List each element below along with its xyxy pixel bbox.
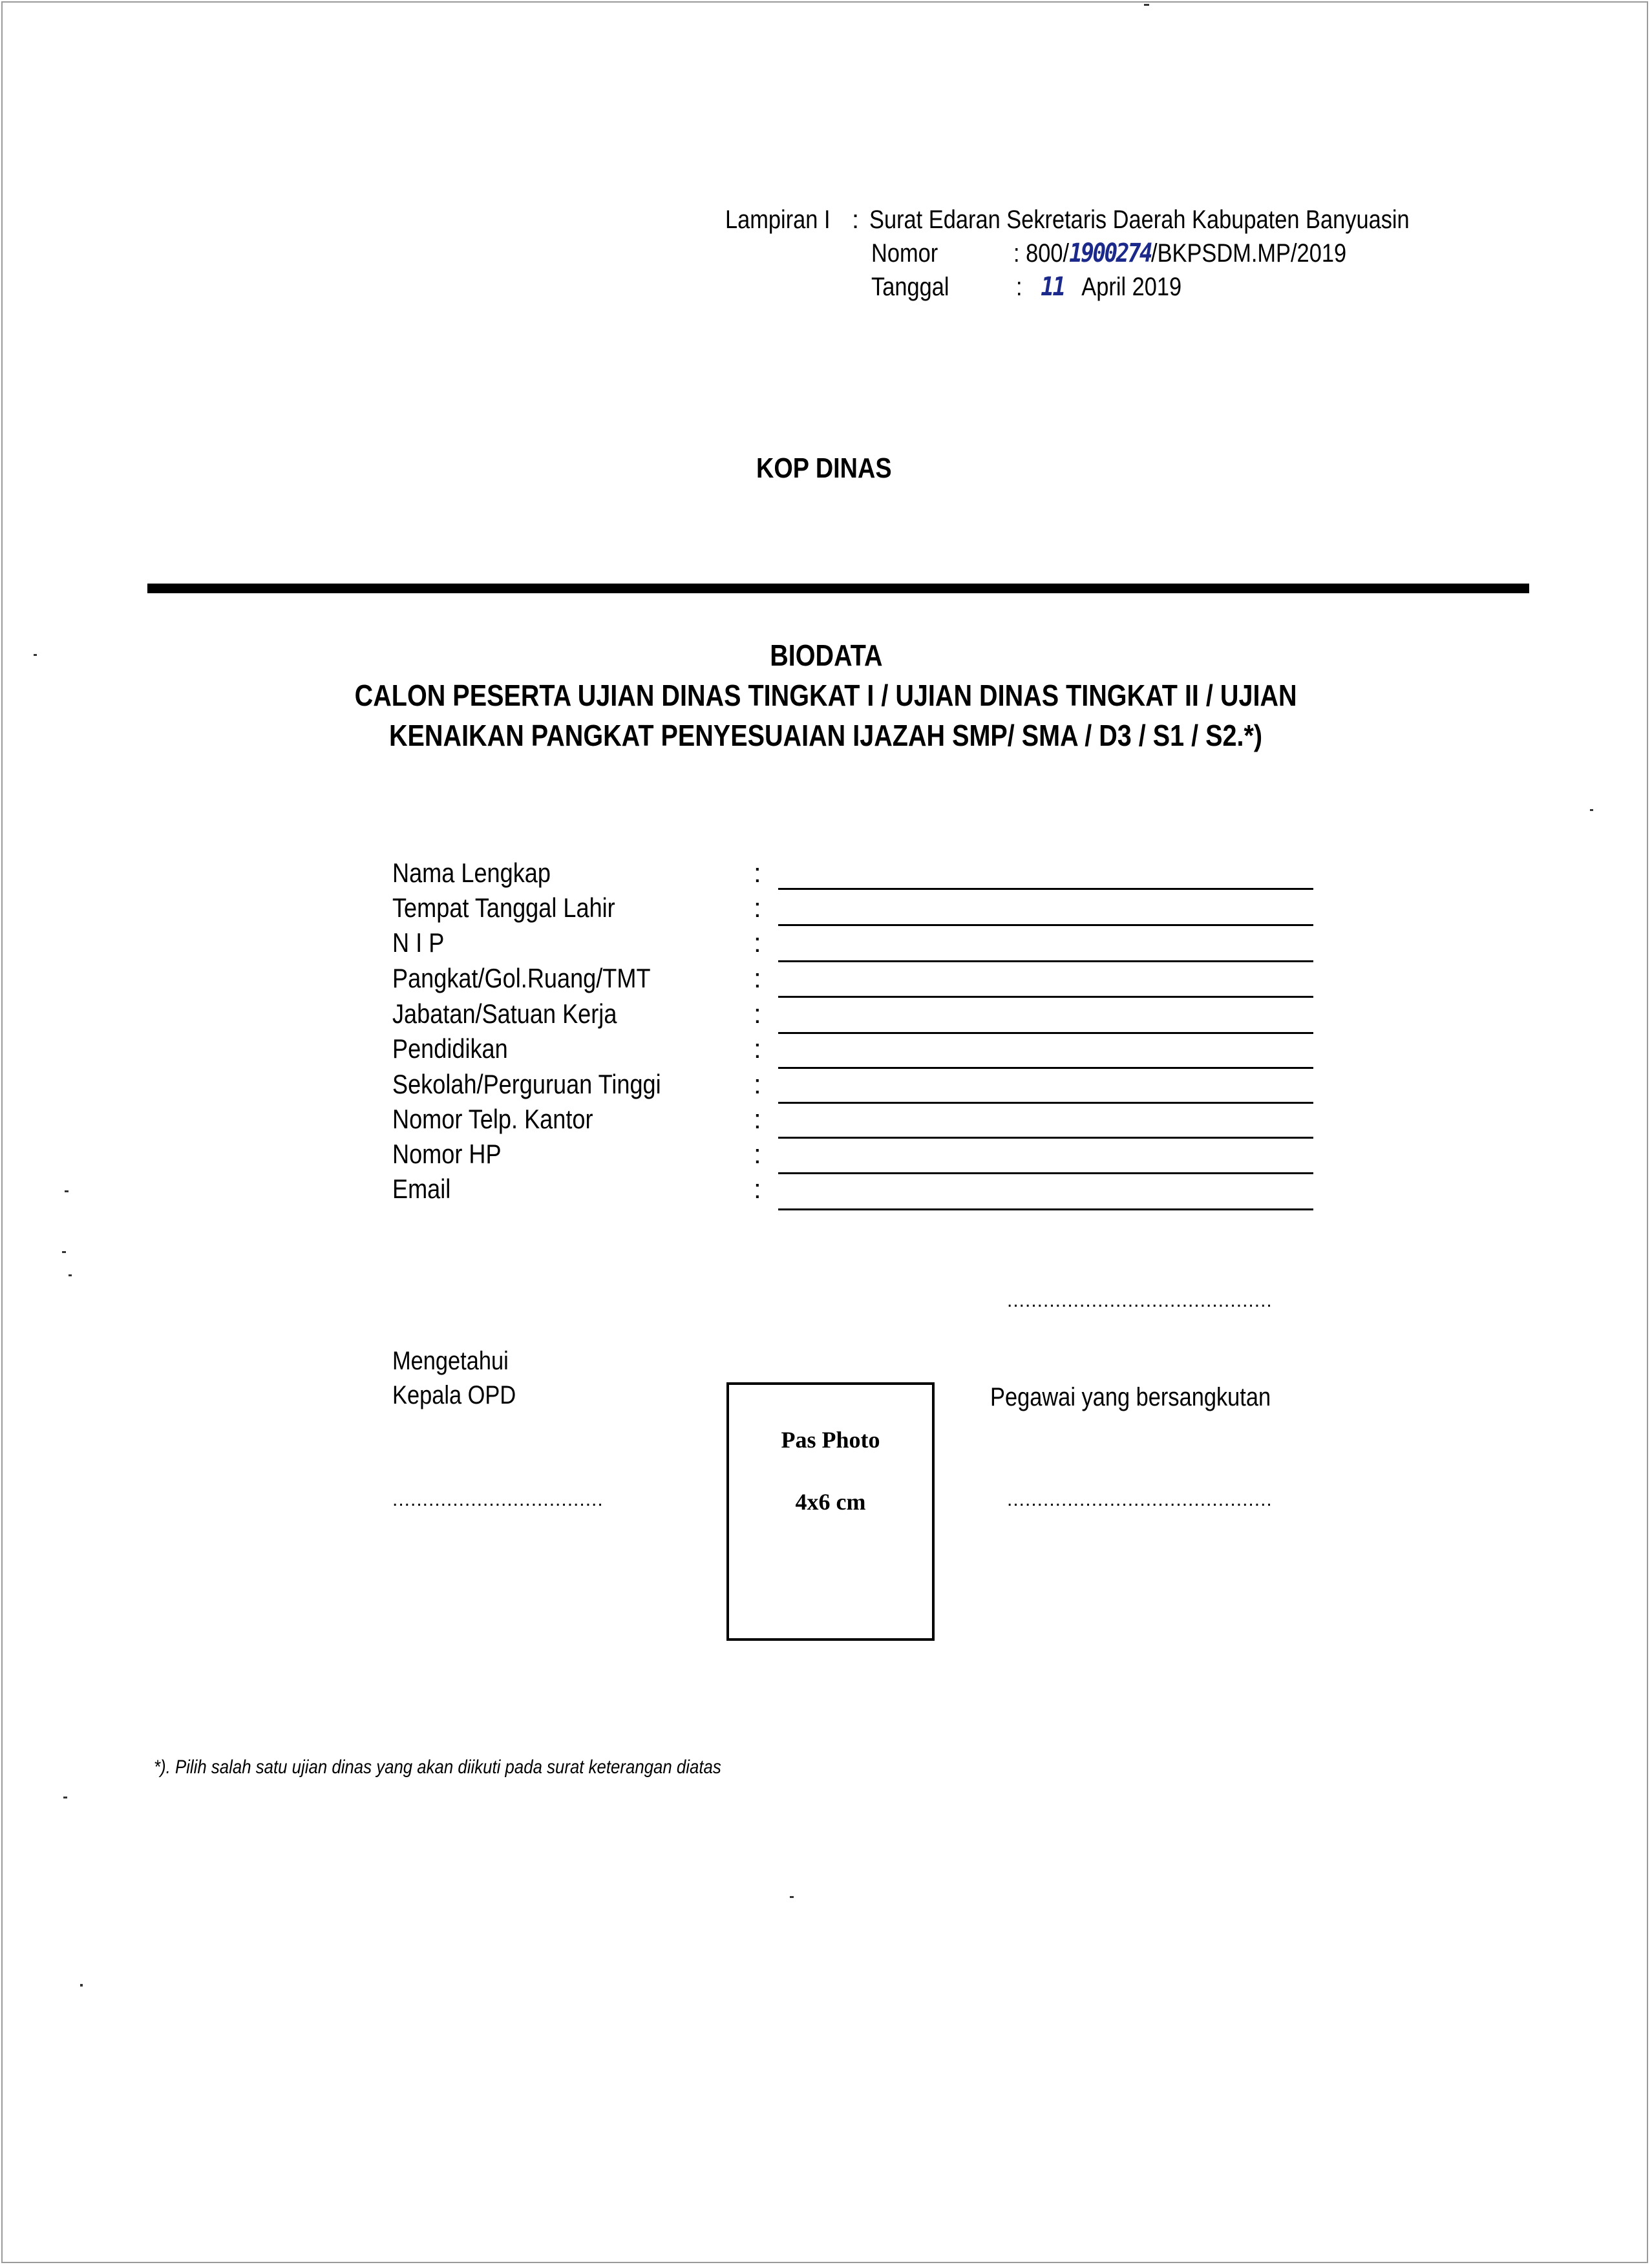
field-line-jabatan[interactable] bbox=[778, 1032, 1313, 1034]
scan-speck bbox=[1144, 4, 1149, 6]
field-label-sekolah: Sekolah/Perguruan Tinggi bbox=[392, 1069, 661, 1099]
lampiran-subject: Surat Edaran Sekretaris Daerah Kabupaten Banyuasin bbox=[869, 206, 1410, 234]
field-label-nama: Nama Lengkap bbox=[392, 858, 551, 888]
mengetahui-label: Mengetahui bbox=[392, 1347, 509, 1375]
tanggal-rest: April 2019 bbox=[1081, 273, 1182, 301]
place-date-dots[interactable]: ............................................ bbox=[1007, 1290, 1273, 1311]
scan-speck bbox=[69, 1274, 72, 1276]
pegawai-signature-dots[interactable]: ............................................ bbox=[1007, 1489, 1273, 1510]
field-colon: : bbox=[754, 892, 761, 923]
kop-dinas: KOP DINAS bbox=[756, 452, 892, 484]
field-label-ttl: Tempat Tanggal Lahir bbox=[392, 892, 615, 923]
photo-size-label: 4x6 cm bbox=[795, 1489, 866, 1515]
tanggal-colon: : bbox=[1016, 273, 1022, 301]
lampiran-label: Lampiran I bbox=[725, 206, 831, 234]
title-line-3: KENAIKAN PANGKAT PENYESUAIAN IJAZAH SMP/ SMA / D3 / S1 / S2.*) bbox=[389, 719, 1263, 752]
field-line-pangkat[interactable] bbox=[778, 996, 1313, 998]
nomor-value bbox=[1013, 237, 1401, 270]
scan-speck bbox=[80, 1984, 83, 1987]
page-border bbox=[1, 1, 1648, 2263]
field-label-hp: Nomor HP bbox=[392, 1139, 502, 1169]
scan-speck bbox=[34, 654, 37, 656]
lampiran-separator: : bbox=[852, 206, 860, 234]
field-line-ttl[interactable] bbox=[778, 924, 1313, 926]
nomor-suffix: /BKPSDM.MP/2019 bbox=[1151, 239, 1347, 268]
field-colon: : bbox=[754, 1104, 761, 1134]
pas-photo-label: Pas Photo bbox=[781, 1427, 880, 1453]
field-label-telp-kantor: Nomor Telp. Kantor bbox=[392, 1104, 593, 1134]
field-colon: : bbox=[754, 1033, 761, 1064]
field-colon: : bbox=[754, 1069, 761, 1099]
field-colon: : bbox=[754, 963, 761, 993]
tanggal-label: Tanggal bbox=[871, 273, 949, 301]
title-biodata: BIODATA bbox=[769, 638, 883, 672]
nomor-handwritten: 1900274 bbox=[1069, 238, 1152, 268]
scan-speck bbox=[65, 1190, 69, 1192]
field-label-email: Email bbox=[392, 1174, 451, 1204]
field-colon: : bbox=[754, 927, 761, 958]
field-line-email[interactable] bbox=[778, 1208, 1313, 1210]
nomor-colon: : bbox=[1013, 239, 1020, 268]
tanggal-value bbox=[1016, 270, 1209, 304]
field-line-pendidikan[interactable] bbox=[778, 1067, 1313, 1069]
header-rule bbox=[147, 584, 1529, 593]
field-line-telp-kantor[interactable] bbox=[778, 1137, 1313, 1139]
field-colon: : bbox=[754, 1174, 761, 1204]
title-line-2: CALON PESERTA UJIAN DINAS TINGKAT I / UJIAN DINAS TINGKAT II / UJIAN bbox=[355, 679, 1297, 712]
field-line-sekolah[interactable] bbox=[778, 1102, 1313, 1104]
field-colon: : bbox=[754, 858, 761, 888]
footnote: *). Pilih salah satu ujian dinas yang akan diikuti pada surat keterangan diatas bbox=[154, 1756, 721, 1778]
field-line-nip[interactable] bbox=[778, 960, 1313, 962]
field-label-pendidikan: Pendidikan bbox=[392, 1033, 508, 1064]
tanggal-handwritten: 11 bbox=[1041, 272, 1064, 302]
field-label-jabatan: Jabatan/Satuan Kerja bbox=[392, 998, 617, 1029]
field-line-hp[interactable] bbox=[778, 1172, 1313, 1174]
nomor-label: Nomor bbox=[871, 239, 938, 268]
scan-speck bbox=[62, 1251, 66, 1253]
nomor-prefix: 800/ bbox=[1026, 239, 1070, 268]
scan-speck bbox=[63, 1797, 67, 1798]
kepala-opd-label: Kepala OPD bbox=[392, 1381, 516, 1409]
pas-photo-box bbox=[726, 1382, 935, 1641]
field-label-nip: N I P bbox=[392, 927, 445, 958]
scan-speck bbox=[1590, 809, 1593, 811]
field-line-nama[interactable] bbox=[778, 888, 1313, 890]
field-label-pangkat: Pangkat/Gol.Ruang/TMT bbox=[392, 963, 651, 993]
field-colon: : bbox=[754, 1139, 761, 1169]
kepala-opd-signature-dots[interactable]: ................................... bbox=[392, 1489, 604, 1510]
scan-speck bbox=[790, 1896, 794, 1898]
pegawai-label: Pegawai yang bersangkutan bbox=[990, 1383, 1271, 1411]
field-colon: : bbox=[754, 998, 761, 1029]
